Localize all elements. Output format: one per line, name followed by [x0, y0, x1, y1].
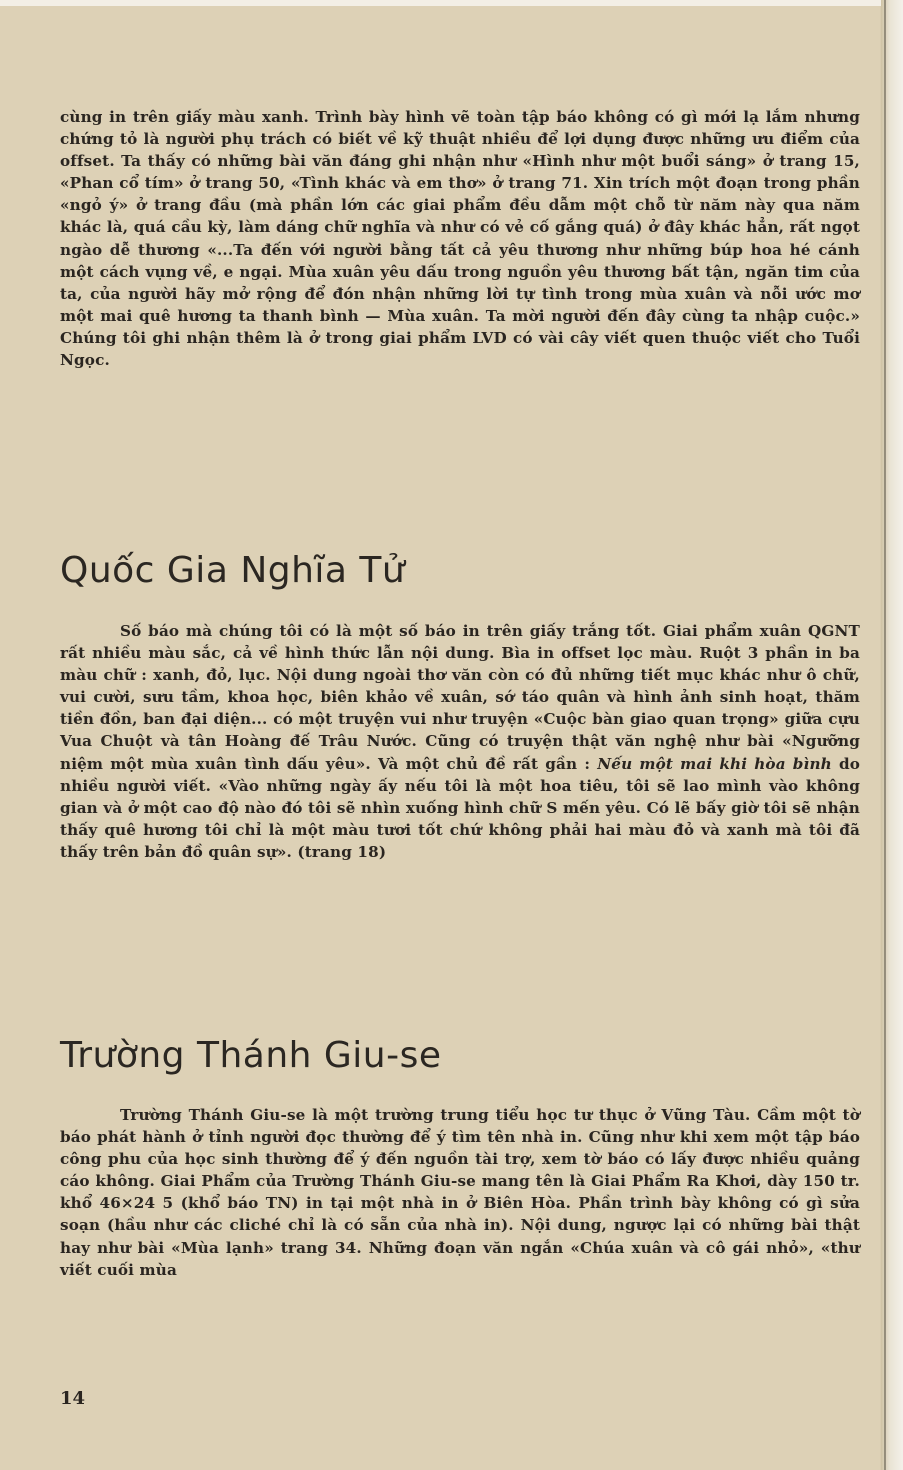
- qgnt-italic-title: Nếu một mai khi hòa bình: [597, 754, 832, 773]
- section-heading-quoc-gia-nghia-tu: Quốc Gia Nghĩa Tử: [60, 550, 406, 591]
- section-body-paragraph: cùng in trên giấy màu xanh. Trình bày hình vẽ toàn tập báo không có gì mới lạ lắm nhưng chứng tỏ là người phụ trách có biết về kỹ thuật nhiều để lợi dụng được những ưu điểm của offset. Ta thấy có những bài văn đáng ghi nhận như «Hình như một buổi sáng» ở trang 15, «Phan cổ tím» ở trang 50, «Tình khác và em thơ» ở trang 71. Xin trích một đoạn trong phần «ngỏ ý» ở trang đầu (mà phần lớn các giai phẩm đều dẫm một chỗ từ năm này qua năm khác là, quá cầu kỳ, làm dáng chữ nghĩa và như có vẻ cố gắng quá) ở đây khác hẳn, rất ngọt ngào dễ thương «...Ta đến với người bằng tất cả yêu thương như những búp hoa hé cánh một cách vụng về, e ngại. Mùa xuân yêu dấu trong nguồn yêu thương bất tận, ngăn tim của ta, của người hãy mở rộng để đón nhận những lời tự tình trong mùa xuân và nỗi ước mơ một mai quê hương ta thanh bình — Mùa xuân. Ta mời người đến đây cùng ta nhập cuộc.» Chúng tôi ghi nhận thêm là ở trong giai phẩm LVD có vài cây viết quen thuộc viết cho Tuổi Ngọc.: [60, 108, 860, 370]
- page-top-edge: [0, 0, 903, 6]
- section-heading-truong-thanh-giu-se: Trường Thánh Giu-se: [60, 1035, 442, 1076]
- section-body-paragraph-qgnt: [60, 620, 860, 863]
- qgnt-text-a: Số báo mà chúng tôi có là một số báo in trên giấy trắng tốt. Giai phẩm xuân QGNT rất nhiều màu sắc, cả về hình thức lẫn nội dung. Bìa in offset lọc màu. Ruột 3 phần in ba màu chữ : xanh, đỏ, lục. Nội dung ngoài thơ văn còn có đủ những tiết mục khác như ô chữ, vui cười, sưu tầm, khoa học, biên khảo về xuân, sớ táo quân và hình ảnh sinh hoạt, thăm tiền đồn, ban đại diện... có một truyện vui như truyện «Cuộc bàn giao quan trọng» giữa cựu Vua Chuột và tân Hoàng đế Trâu Nước. Cũng có truyện thật văn nghệ như bài «Ngưỡng niệm một mùa xuân tình dấu yêu». Và một chủ đề rất gần :: [60, 622, 860, 773]
- section-body-paragraph-giu-se: Trường Thánh Giu-se là một trường trung tiểu học tư thục ở Vũng Tàu. Cầm một tờ báo phát hành ở tỉnh người đọc thường để ý tìm tên nhà in. Cũng như khi xem một tập báo công phu của học sinh thường để ý đến nguồn tài trợ, xem tờ báo có lấy được nhiều quảng cáo không. Giai Phẩm của Trường Thánh Giu-se mang tên là Giai Phẩm Ra Khơi, dày 150 tr. khổ 46×24 5 (khổ báo TN) in tại một nhà in ở Biên Hòa. Phần trình bày không có gì sửa soạn (hầu như các cliché chỉ là có sẵn của nhà in). Nội dung, ngược lại có những bài thật hay như bài «Mùa lạnh» trang 34. Những đoạn văn ngắn «Chúa xuân và cô gái nhỏ», «thư viết cuối mùa: [60, 1106, 860, 1279]
- book-spine-edge: [881, 0, 903, 1470]
- qgnt-text-b: do nhiều người viết. «Vào những ngày ấy nếu tôi là một hoa tiêu, tôi sẽ lao mình vào không gian và ở một cao độ nào đó tôi sẽ nhìn xuống hình chữ S mến yêu. Có lẽ bấy giờ tôi sẽ nhận thấy quê hương tôi chỉ là một màu tươi tốt chứ không phải hai màu đỏ và xanh mà tôi đã thấy trên bản đồ quân sự». (trang 18): [60, 754, 861, 861]
- page-number: 14: [60, 1388, 86, 1409]
